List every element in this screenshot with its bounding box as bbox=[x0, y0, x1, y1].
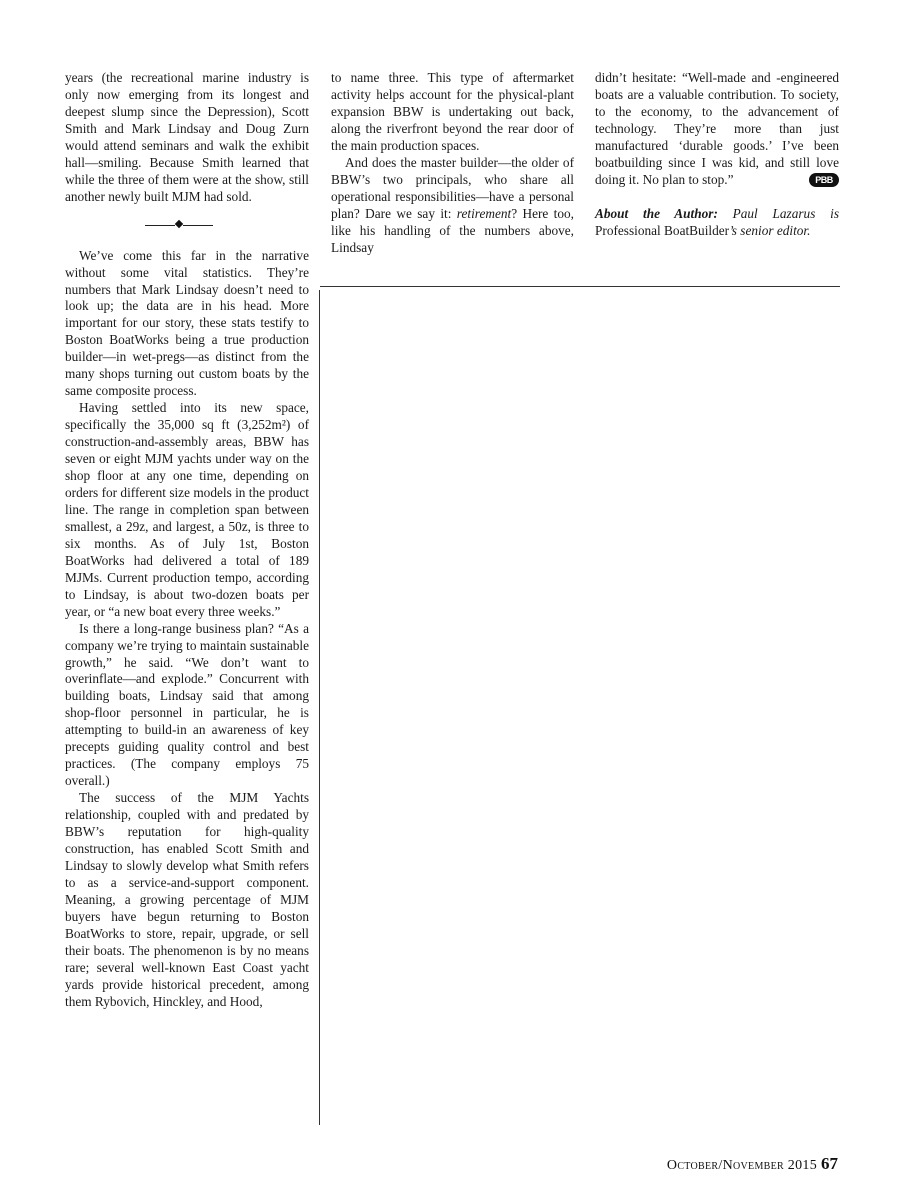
issue-date: October/November 2015 bbox=[666, 1158, 817, 1173]
paragraph: And does the master builder—the older of BBW’s two principals, who share all operational responsibilities—have a personal plan? Dare we say it: retirement? Here too, like his handling of the numbers above, Lindsay bbox=[331, 154, 574, 255]
paragraph: Having settled into its new space, specifically the 35,000 sq ft (3,252m²) of construction-and-assembly areas, BBW has seven or eight MJM yachts under way on the shop floor at any one time, depending on orders for different size models in the product line. The range in completion span between smallest, a 29z, and largest, a 50z, is three to six months. As of July 1st, Boston BoatWorks had delivered a total of 189 MJMs. Current production tempo, according to Lindsay, is about two-dozen boats per year, or “a new boat every three weeks.” bbox=[65, 400, 309, 619]
column-divider bbox=[319, 290, 320, 1125]
section-break-ornament bbox=[65, 212, 309, 242]
column-2 bbox=[331, 70, 574, 256]
paragraph: years (the recreational marine industry is only now emerging from its longest and deepest slump since the Depression), Scott Smith and Mark Lindsay and Doug Zurn would attend seminars and walk the exhibit hall—smiling. Because Smith learned that while the three of them were at the show, still another newly built MJM had sold. bbox=[65, 70, 309, 204]
pbb-end-mark-logo: PBB bbox=[809, 173, 839, 187]
paragraph: We’ve come this far in the narrative without some vital statistics. They’re numbers that Mark Lindsay doesn’t need to look up; the data are in his head. More important for our story, these stats testify to Boston BoatWorks being a true production builder—in wet-pregs—as distinct from the many shops turning out custom boats by the same composite process. bbox=[65, 247, 309, 399]
column-3 bbox=[595, 70, 839, 240]
horizontal-rule bbox=[320, 286, 840, 287]
paragraph: didn’t hesitate: “Well-made and -engineered boats are a valuable contribution. To society, to the economy, to the advancement of technology. They’re more than just manufactured ‘durable goods.’ I’ve been boatbuilding since I was kid, and still love doing it. No plan to stop.” PBB bbox=[595, 70, 839, 187]
paragraph: The success of the MJM Yachts relationship, coupled with and predated by BBW’s reputation for high-quality construction, has enabled Scott Smith and Lindsay to slowly develop what Smith refers to as a service-and-support component. Meaning, a growing percentage of MJM buyers have begun returning to Boston BoatWorks to store, repair, upgrade, or sell their boats. The phenomenon is by no means rare; several well-known East Coast yacht yards provide historical precedent, among them Rybovich, Hinckley, and Hood, bbox=[65, 790, 309, 1009]
page-footer bbox=[667, 1154, 838, 1174]
paragraph: to name three. This type of aftermarket activity helps account for the physical-plant expansion BBW is undertaking out back, along the riverfront beyond the rear door of the main production spaces. bbox=[331, 70, 574, 153]
author-bio: About the Author: Paul Lazarus is Professional BoatBuilder’s senior editor. bbox=[595, 205, 839, 238]
paragraph: Is there a long-range business plan? “As a company we’re trying to maintain sustainable growth,” he said. “We don’t want to overinflate—and explode.” Concurrent with building boats, Lindsay said that among shop-floor personnel in particular, he is attempting to build-in an awareness of key precepts guiding quality control and best practices. (The company employs 75 overall.) bbox=[65, 620, 309, 789]
column-1 bbox=[65, 70, 309, 1011]
page-number: 67 bbox=[821, 1154, 838, 1173]
